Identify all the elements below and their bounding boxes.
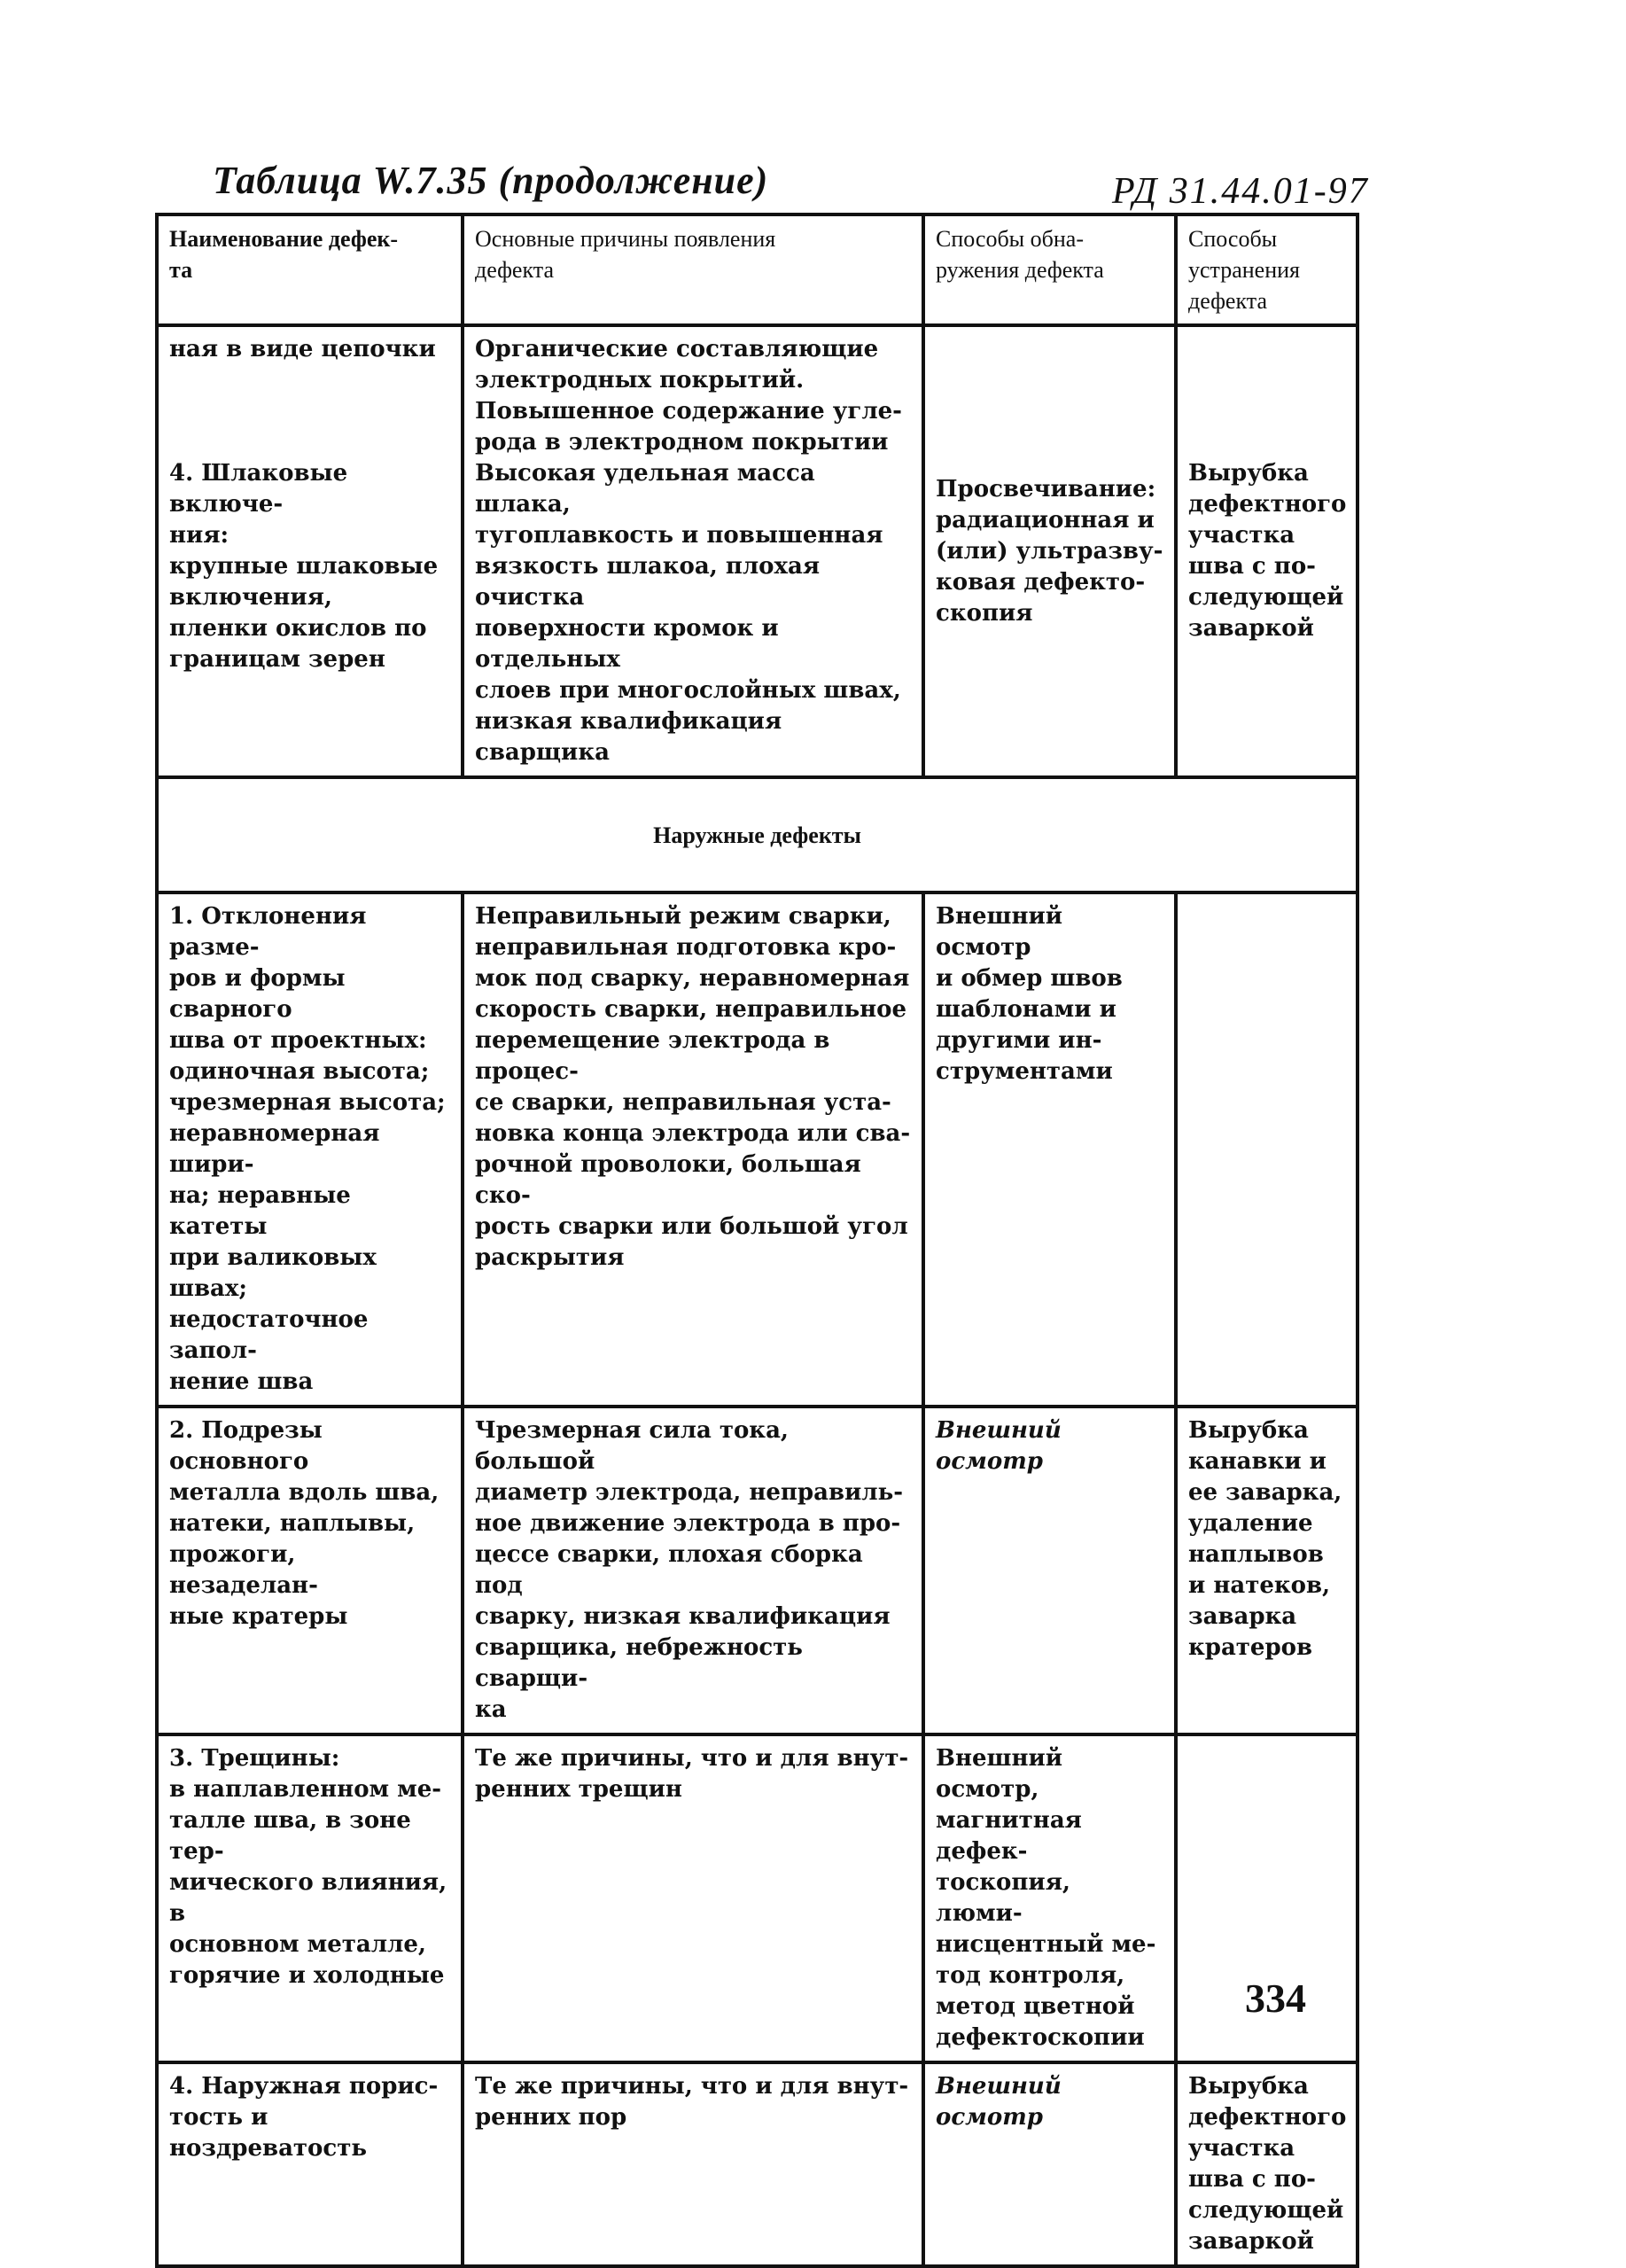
column-header-defect-name: Наименование дефек- та <box>157 214 463 325</box>
defects-table <box>155 213 1359 2268</box>
column-header-causes: Основные причины появления дефекта <box>463 214 923 325</box>
cell-defect-name: 1. Отклонения разме- ров и формы сварного шва от проектных: одиночная высота; чрезмерная высота; неравномерная шири- на; неравные катеты при валиковых швах; недостаточное запол- нение шва <box>157 892 463 1407</box>
column-header-detection: Способы обна- ружения дефекта <box>923 214 1176 325</box>
cell-defect-name: 3. Трещины: в наплавленном ме- талле шва, в зоне тер- мического влияния, в основном металле, горячие и холодные <box>157 1734 463 2062</box>
table-row <box>157 1734 1358 2062</box>
cell-removal: Вырубка дефектного участка шва с по- следующей заваркой <box>1176 2062 1358 2266</box>
section-row <box>157 777 1358 892</box>
cell-causes: Чрезмерная сила тока, большой диаметр электрода, неправиль- ное движение электрода в про- цессе сварки, плохая сборка под сварку, низкая квалификация сварщика, небрежность сварщи- ка <box>463 1407 923 1734</box>
document-number: РД 31.44.01-97 <box>1112 171 1369 212</box>
cell-causes: Те же причины, что и для внут- ренних трещин <box>463 1734 923 2062</box>
cell-causes: Неправильный режим сварки, неправильная подготовка кро- мок под сварку, неравномерная скорость сварки, неправильное перемещение электрода в процес- се сварки, неправильная уста- новка конца электрода или сва- рочной проволоки, большая ско- рость сварки или большой угол раскрытия <box>463 892 923 1407</box>
section-title: Наружные дефекты <box>157 777 1358 892</box>
cell-removal: Вырубка канавки и ее заварка, удаление наплывов и натеков, заварка кратеров <box>1176 1407 1358 1734</box>
table-row <box>157 2062 1358 2266</box>
table-caption: Таблица W.7.35 (продолжение) <box>213 159 769 202</box>
cell-removal <box>1176 892 1358 1407</box>
table-row <box>157 892 1358 1407</box>
table-row <box>157 325 1358 777</box>
cell-detection: Внешний осмотр <box>923 1407 1176 1734</box>
cell-defect-name: 4. Наружная порис- тость и ноздреватость <box>157 2062 463 2266</box>
cell-detection: Внешний осмотр, магнитная дефек- тоскопия, люми- нисцентный ме- тод контроля, метод цветной дефектоскопии <box>923 1734 1176 2062</box>
cell-removal: Вырубка дефектного участка шва с по- следующей заваркой <box>1176 325 1358 777</box>
cell-causes: Органические составляющие электродных покрытий. Повышенное содержание угле- рода в электродном покрытии Высокая удельная масса шлака, тугоплавкость и повышенная вязкость шлакоа, плохая очистка поверхности кромок и отдельных слоев при многослойных швах, низкая квалификация сварщика <box>463 325 923 777</box>
table-row <box>157 1407 1358 1734</box>
cell-defect-name: 2. Подрезы основного металла вдоль шва, натеки, наплывы, прожоги, незаделан- ные кратеры <box>157 1407 463 1734</box>
cell-detection: Внешний осмотр <box>923 2062 1176 2266</box>
cell-detection: Просвечивание: радиационная и (или) ультразву- ковая дефекто- скопия <box>923 325 1176 777</box>
page-number: 334 <box>1245 1976 1306 2021</box>
table-header-row <box>157 214 1358 325</box>
cell-detection: Внешний осмотр и обмер швов шаблонами и другими ин- струментами <box>923 892 1176 1407</box>
cell-defect-name: ная в виде цепочки 4. Шлаковые включе- ния: крупные шлаковые включения, пленки окислов по границам зерен <box>157 325 463 777</box>
column-header-removal: Способы устранения дефекта <box>1176 214 1358 325</box>
cell-causes: Те же причины, что и для внут- ренних пор <box>463 2062 923 2266</box>
